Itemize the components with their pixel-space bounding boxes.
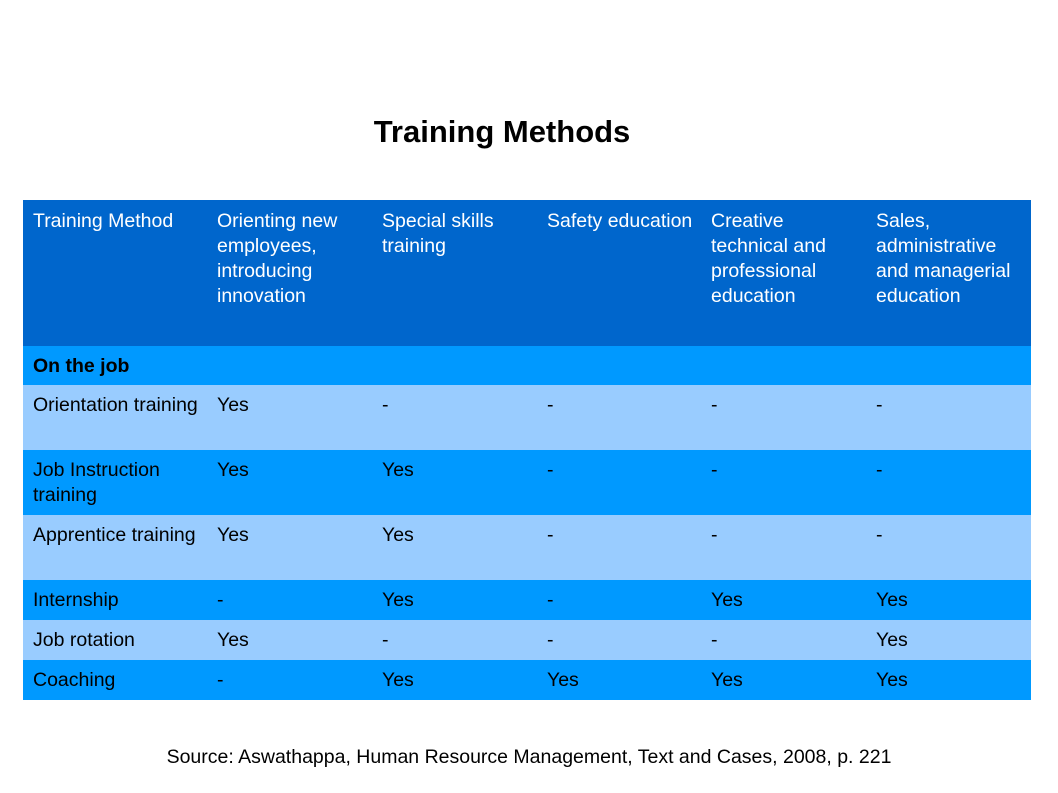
table-cell: - (876, 394, 883, 416)
table-cell: Yes (217, 394, 249, 416)
table-cell: Yes (382, 524, 414, 546)
training-methods-table (23, 200, 1031, 700)
table-cell: - (711, 394, 718, 416)
column-header-orienting: Orienting new employees, introducing innovation (217, 210, 338, 307)
page-title: Training Methods (373, 114, 631, 149)
table-cell: - (382, 629, 389, 651)
table-header-row (23, 200, 1031, 346)
table-cell: Yes (382, 589, 414, 611)
source-citation: Source: Aswathappa, Human Resource Management, Text and Cases, 2008, p. 221 (166, 746, 892, 768)
table-cell: Yes (217, 459, 249, 481)
table-cell: - (711, 629, 718, 651)
table-cell: - (217, 589, 224, 611)
column-header-training-method: Training Method (33, 210, 174, 232)
table-row (23, 515, 1031, 580)
table-row (23, 620, 1031, 660)
row-label: Apprentice training (33, 524, 196, 546)
table-cell: - (876, 459, 883, 481)
table-cell: - (711, 459, 718, 481)
table-cell: Yes (876, 629, 908, 651)
column-header-creative-technical: Creative technical and professional education (711, 210, 826, 307)
table-cell: - (711, 524, 718, 546)
table-cell: - (547, 394, 554, 416)
table-cell: Yes (547, 669, 579, 691)
table-cell: Yes (711, 669, 743, 691)
table-row (23, 580, 1031, 620)
table-row (23, 385, 1031, 450)
column-header-special-skills: Special skills training (382, 210, 494, 257)
table-row (23, 450, 1031, 515)
table-cell: Yes (217, 629, 249, 651)
table-cell: Yes (382, 459, 414, 481)
table-cell: Yes (876, 589, 908, 611)
row-label: Job rotation (33, 629, 135, 651)
row-label: Orientation training (33, 394, 198, 416)
table-row (23, 660, 1031, 700)
table-cell: - (547, 629, 554, 651)
table-cell: - (547, 459, 554, 481)
table-cell: - (547, 524, 554, 546)
row-label: Coaching (33, 669, 116, 691)
section-row-on-the-job (23, 346, 1031, 385)
table-cell: - (876, 524, 883, 546)
table-cell: Yes (382, 669, 414, 691)
table-cell: - (217, 669, 224, 691)
section-label: On the job (33, 355, 130, 377)
column-header-safety: Safety education (547, 210, 693, 232)
table-cell: Yes (711, 589, 743, 611)
table-cell: - (382, 394, 389, 416)
table-cell: Yes (876, 669, 908, 691)
column-header-sales-managerial: Sales, administrative and managerial education (876, 210, 1011, 307)
row-label: Internship (33, 589, 119, 611)
table-cell: - (547, 589, 554, 611)
row-label: Job Instruction training (33, 459, 160, 506)
table-cell: Yes (217, 524, 249, 546)
